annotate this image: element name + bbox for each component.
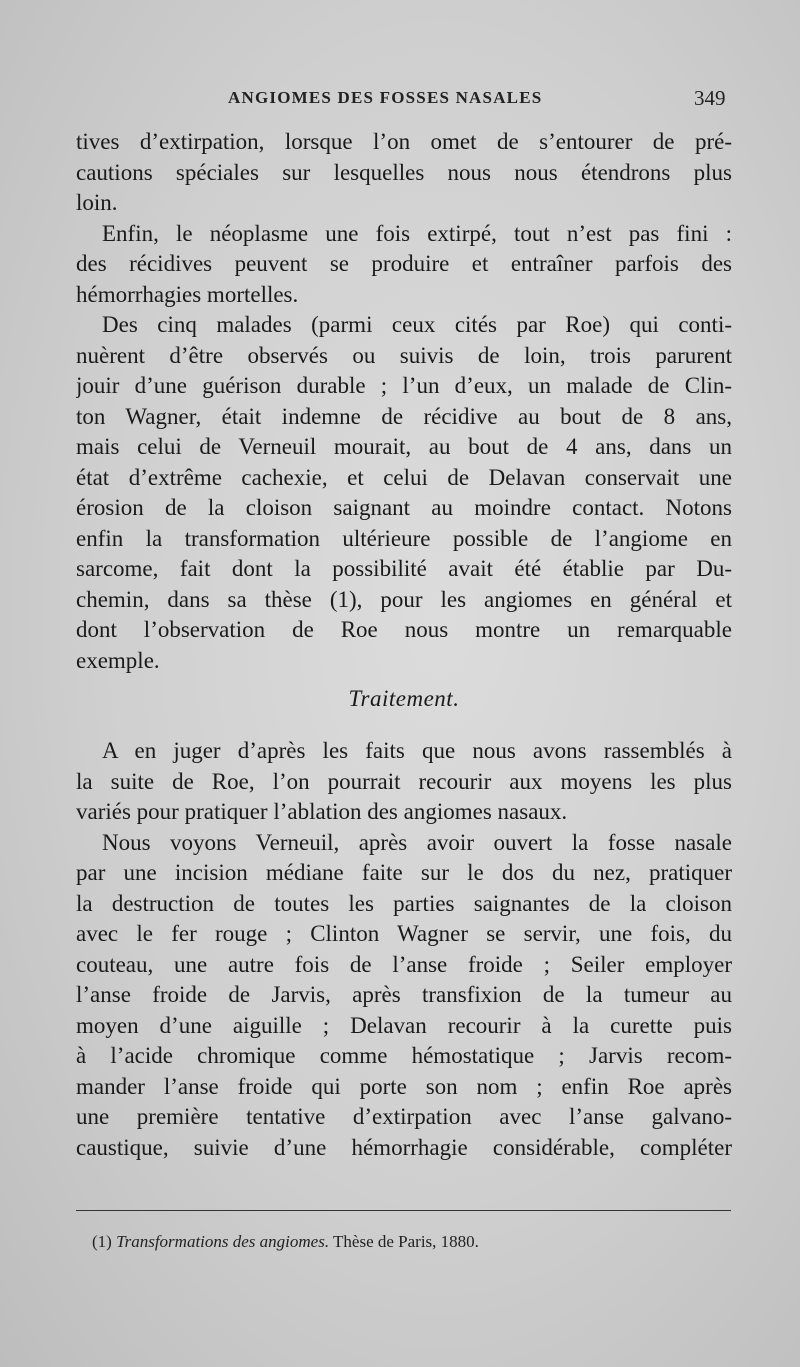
text-line: la suite de Roe, l’on pourrait recourir aux moyens les plus [76, 768, 732, 794]
text-line: enfin la transformation ultérieure possible de l’angiome en [76, 525, 732, 551]
text-line: ton Wagner, était indemne de récidive au bout de 8 ans, [76, 403, 732, 429]
text-line: une première tentative d’extirpation avec l’anse galvano- [76, 1104, 732, 1129]
text-line: Enfin, le néoplasme une fois extirpé, tout n’est pas fini : [102, 220, 732, 246]
footnote-marker: (1) [92, 1232, 112, 1251]
footnote-text: Thèse de Paris, 1880. [333, 1232, 479, 1251]
section-heading-block [76, 676, 732, 736]
text-line: la destruction de toutes les parties saignantes de la cloison [76, 890, 732, 916]
text-line: couteau, une autre fois de l’anse froide ; Seiler employer [76, 951, 732, 977]
text-line: tives d’extirpation, lorsque l’on omet de s’entourer de pré- [76, 129, 732, 154]
text-line: sarcome, fait dont la possibilité avait été établie par Du- [76, 556, 732, 581]
text-line: exemple. [76, 647, 160, 673]
text-line: Nous voyons Verneuil, après avoir ouvert la fosse nasale [102, 829, 732, 855]
text-line: nuèrent d’être observés ou suivis de loin, trois parurent [76, 342, 732, 368]
text-line: caustique, suivie d’une hémorrhagie considérable, compléter [76, 1134, 732, 1160]
text-line: loin. [76, 190, 118, 215]
text-line: à l’acide chromique comme hémostatique ; Jarvis recom- [76, 1043, 732, 1068]
page-number: 349 [694, 86, 726, 110]
text-line: variés pour pratiquer l’ablation des angiomes nasaux. [76, 799, 568, 824]
text-line: mais celui de Verneuil mourait, au bout de 4 ans, dans un [76, 434, 732, 459]
footnote-divider [76, 1210, 731, 1211]
text-line: avec le fer rouge ; Clinton Wagner se servir, une fois, du [76, 921, 732, 946]
text-line: hémorrhagies mortelles. [76, 281, 299, 307]
footnote-title: Transformations des angiomes. [116, 1232, 330, 1251]
text-line: l’anse froide de Jarvis, après transfixion de la tumeur au [76, 982, 732, 1007]
page-header [0, 86, 800, 116]
text-line: par une incision médiane faite sur le dos du nez, pratiquer [76, 860, 732, 885]
text-line: des récidives peuvent se produire et entraîner parfois des [76, 251, 732, 276]
text-line: jouir d’une guérison durable ; l’un d’eux, un malade de Clin- [76, 373, 732, 398]
text-line: état d’extrême cachexie, et celui de Delavan conservait une [76, 464, 732, 490]
text-line: Des cinq malades (parmi ceux cités par Roe) qui conti- [102, 312, 732, 337]
text-line: dont l’observation de Roe nous montre un remarquable [76, 617, 732, 642]
text-line: érosion de la cloison saignant au moindre contact. Notons [76, 495, 732, 520]
running-title: ANGIOMES DES FOSSES NASALES [228, 88, 543, 107]
body-text [76, 127, 732, 1163]
section-heading: Traitement. [348, 686, 460, 711]
footnote [92, 1232, 479, 1252]
text-line: moyen d’une aiguille ; Delavan recourir à la curette puis [76, 1012, 732, 1038]
text-line: mander l’anse froide qui porte son nom ; enfin Roe après [76, 1073, 732, 1099]
text-line: A en juger d’après les faits que nous avons rassemblés à [102, 738, 732, 763]
text-line: cautions spéciales sur lesquelles nous nous étendrons plus [76, 159, 732, 185]
text-line: chemin, dans sa thèse (1), pour les angiomes en général et [76, 586, 732, 612]
